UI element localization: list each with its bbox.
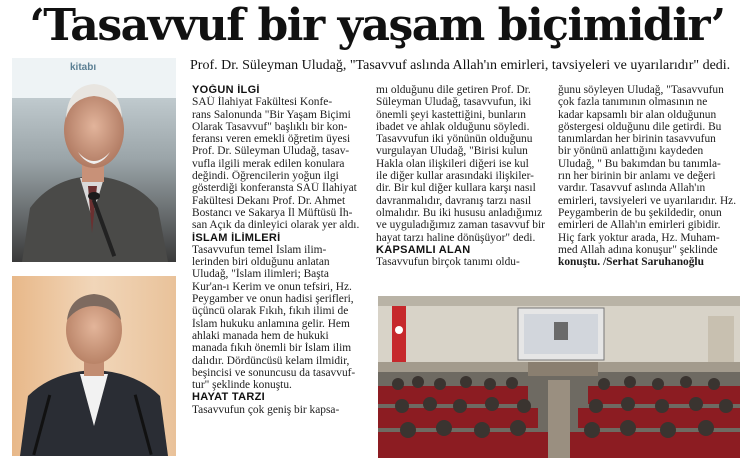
text-line: çok fazla tanımının olmasının ne [558,96,708,109]
text-line: ibadet ve ahlak olduğunu söyledi. [376,120,530,133]
text-line: hayat tarzı haline dönüşüyor" dedi. [376,231,536,244]
text-line: Süleyman Uludağ, tasavvufun, iki [376,96,532,109]
text-line: dalıdır. Dördüncüsü kelam ilmidir, [192,354,350,367]
text-line: Tasavvufun iki yönünün olduğunu [376,133,533,146]
text-line: değindi. Öğrencilerin yoğun ilgi [192,170,339,183]
sign-text: kitabı [70,62,97,73]
photo-speaker-dean [12,276,176,456]
text-line: lerinden biri olduğunu anlatan [192,256,330,269]
text-column-3 [558,84,742,268]
text-line: Tasavvufun çok geniş bir kapsa- [192,403,340,416]
subheadline: Prof. Dr. Süleyman Uludağ, "Tasavvuf aslında Allah'ın emirleri, tavsiyeleri ve uyarılarıdır" dedi. [190,58,731,73]
text-line: feransı veren emekli öğretim üyesi [192,133,351,146]
text-line: vardır. Tasavvuf aslında Allah'ın [558,182,706,195]
text-line: manada fıkıh önemli bir İslam ilim [192,342,352,355]
text-line: olmalıdır. Bu iki hususu anladığımız [376,206,543,219]
text-line: konuştu. /Serhat Saruhanoğlu [558,256,704,269]
text-line: tanımlardan her birinin tasavvufun [558,133,716,146]
text-line: Tasavvufun temel İslam ilim- [192,243,327,256]
headline: ‘Tasavvuf bir yaşam biçimidir’ [29,0,725,51]
text-line: Peygamber ve onun hadisi şerifleri, [192,293,354,306]
section-heading: YOĞUN İLGİ [192,84,260,96]
text-line: ahlaki manada hem de hukuki [192,329,329,342]
text-line: mı olduğunu dile getiren Prof. Dr. [376,84,531,96]
section-heading: KAPSAMLI ALAN [376,243,471,256]
text-line: san Açık da dinleyici olarak yer aldı. [192,219,360,232]
text-line: Fakültesi Dekanı Prof. Dr. Ahmet [192,194,346,207]
text-line: ve uyguladığımız zaman tasavvuf bir [376,219,545,232]
section-heading: İSLAM İLİMLERİ [192,231,281,244]
text-line: ile diğer kullar arasındaki ilişkiler- [376,170,534,183]
text-line: Kur'an-ı Kerim ve onun tefsiri, Hz. [192,280,352,293]
text-line: bir yönünü anlattığını kaydeden [558,145,704,158]
text-line: med Allah adına konuşur" şeklinde [558,243,718,256]
text-line: beşincisi ve sonuncusu da tasavvuf- [192,366,356,379]
text-line: Bostancı ve Sakarya İl Müftüsü İh- [192,206,353,219]
photo-conference-hall [378,296,740,458]
text-line: rın her birinin bir anlamı ve değeri [558,170,716,183]
text-line: üçüncü olarak Fıkıh, fıkıh ilimi de [192,305,349,318]
text-column-1 [192,84,372,416]
text-line: Uludağ, "İslam ilimleri; Başta [192,268,329,281]
text-line: dir. Bir kul diğer kullara karşı nasıl [376,182,536,195]
text-line: davranmalıdır, davranış tarzı nasıl [376,194,532,207]
photo-speaker-elderly [12,58,176,262]
text-line: önemli şeyi kastettiğini, bunların [376,108,526,121]
text-line: vufla ilgili merak edilen konulara [192,157,345,170]
text-line: İslam hukuku anlamına gelir. Hem [192,317,350,330]
text-line: Hiç fark yoktur arada, Hz. Muham- [558,231,720,244]
text-line: emirleri de Allah'ın emirleri gibidir. [558,219,721,232]
text-column-2 [376,84,552,268]
section-heading: HAYAT TARZI [192,391,265,404]
text-line: göstergesi olduğunu dile getirdi. Bu [558,120,722,133]
text-line: vurgulayan Uludağ, "Birisi kulun [376,145,528,158]
text-line: Uludağ, " Bu bakımdan bu tanımla- [558,157,721,170]
text-line: SAÜ İlahiyat Fakültesi Konfe- [192,96,333,109]
text-line: kadar kapsamlı bir alan olduğunun [558,108,717,121]
text-line: Peygamberin de bu şekildedir, onun [558,206,722,219]
text-line: ğunu söyleyen Uludağ, "Tasavvufun [558,84,724,96]
text-line: rans Salonunda "Bir Yaşam Biçimi [192,108,351,121]
text-line: Prof. Dr. Süleyman Uludağ, tasav- [192,145,350,158]
text-line: Tasavvufun birçok tanımı oldu- [376,256,520,269]
text-line: Hakla olan ilişkileri diğeri ise kul [376,157,529,170]
text-line: emirleri, tavsiyeleri ve uyarılarıdır. Hz. [558,194,737,207]
text-line: tur" şeklinde konuştu. [192,379,292,392]
text-line: gösterdiği konferansta SAÜ İlahiyat [192,182,357,195]
text-line: Olarak Tasavvuf" başlıklı bir kon- [192,120,348,133]
